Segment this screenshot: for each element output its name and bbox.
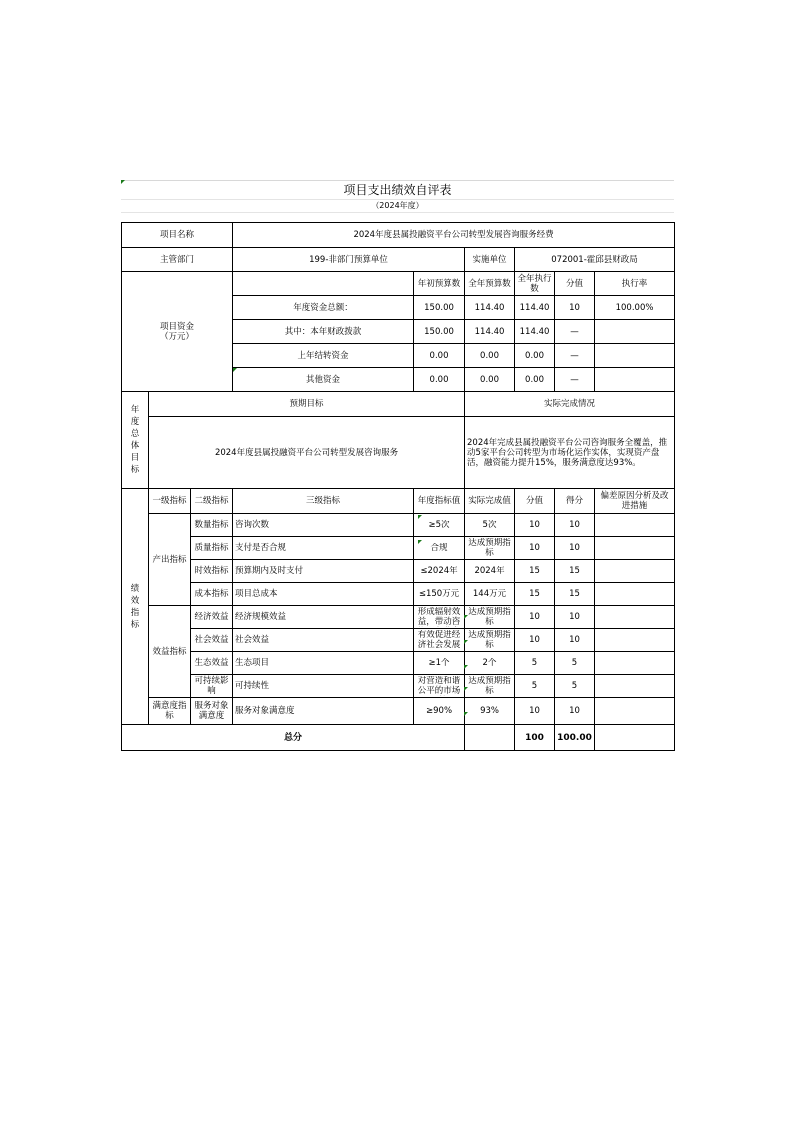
indicator-actual-text: 93%	[480, 706, 499, 716]
indicator-l2: 生态效益	[191, 652, 233, 675]
indicator-got: 10	[555, 514, 595, 537]
indicator-actual	[465, 514, 515, 537]
funds-header-4: 执行率	[595, 272, 675, 296]
indicator-reason	[595, 606, 675, 629]
indicator-got: 10	[555, 537, 595, 560]
total-got: 100.00	[555, 725, 595, 751]
total-row	[122, 725, 675, 751]
indicator-l3: 支付是否合规	[233, 537, 414, 560]
indicator-score: 15	[515, 560, 555, 583]
funds-row-name: 年度资金总额：	[233, 296, 414, 320]
indicator-header-reason: 偏差原因分析及改进措施	[595, 489, 675, 514]
indicator-actual-text: 5次	[482, 520, 497, 530]
funds-label: 项目资金 （万元）	[122, 272, 233, 392]
dept-value: 199-非部门预算单位	[233, 248, 465, 272]
indicator-row	[122, 583, 675, 606]
total-blank	[465, 725, 515, 751]
funds-executed: 0.00	[515, 344, 555, 368]
impl-label: 实施单位	[465, 248, 515, 272]
indicator-target	[414, 698, 465, 725]
indicator-actual-text: 达成预期指标	[468, 538, 511, 558]
funds-annual: 0.00	[465, 344, 515, 368]
indicator-got: 10	[555, 629, 595, 652]
indicator-reason	[595, 675, 675, 698]
funds-row-name: 上年结转资金	[233, 344, 414, 368]
indicator-got: 10	[555, 698, 595, 725]
cell-marker-icon	[464, 665, 468, 669]
indicator-row	[122, 675, 675, 698]
dept-label: 主管部门	[122, 248, 233, 272]
indicator-got: 5	[555, 675, 595, 698]
expected-goal-text: 2024年度县属投融资平台公司转型发展咨询服务	[149, 417, 465, 489]
funds-header-1: 全年预算数	[465, 272, 515, 296]
indicator-header-actual: 实际完成值	[465, 489, 515, 514]
sheet-year: （2024年度）	[121, 199, 674, 213]
indicator-l3: 生态项目	[233, 652, 414, 675]
indicator-l2: 成本指标	[191, 583, 233, 606]
indicator-score: 10	[515, 606, 555, 629]
expected-goal-label: 预期目标	[149, 392, 465, 417]
indicator-score: 15	[515, 583, 555, 606]
indicator-target-text: 合规	[430, 543, 448, 553]
indicator-header-target: 年度指标值	[414, 489, 465, 514]
indicator-l3: 经济规模效益	[233, 606, 414, 629]
indicator-actual	[465, 652, 515, 675]
funds-initial: 0.00	[414, 368, 465, 392]
funds-rate	[595, 320, 675, 344]
indicator-l2: 数量指标	[191, 514, 233, 537]
indicator-header-got: 得分	[555, 489, 595, 514]
indicator-got: 15	[555, 560, 595, 583]
funds-score: 10	[555, 296, 595, 320]
evaluation-table-body	[122, 223, 675, 751]
funds-rate	[595, 344, 675, 368]
funds-rate: 100.00%	[595, 296, 675, 320]
indicator-row	[122, 698, 675, 725]
indicator-reason	[595, 652, 675, 675]
spacer-row	[121, 213, 674, 222]
indicator-target-text: ≤150万元	[418, 589, 460, 599]
cell-marker-icon	[418, 540, 422, 544]
indicator-score: 10	[515, 514, 555, 537]
funds-initial: 150.00	[414, 296, 465, 320]
funds-rate	[595, 368, 675, 392]
indicator-row	[122, 606, 675, 629]
indicators-header-row	[122, 489, 675, 514]
indicator-l2: 时效指标	[191, 560, 233, 583]
funds-executed: 0.00	[515, 368, 555, 392]
indicator-l3: 社会效益	[233, 629, 414, 652]
indicator-l1: 满意度指标	[149, 698, 191, 725]
indicator-actual	[465, 629, 515, 652]
indicator-target-text: ≤2024年	[420, 566, 458, 576]
indicator-target-text: ≥90%	[426, 706, 453, 716]
total-score: 100	[515, 725, 555, 751]
indicator-header-score: 分值	[515, 489, 555, 514]
indicator-got: 10	[555, 606, 595, 629]
cell-marker-icon	[418, 515, 422, 519]
indicator-target	[414, 606, 465, 629]
actual-goal-label: 实际完成情况	[465, 392, 675, 417]
total-label: 总分	[122, 725, 465, 751]
evaluation-table	[121, 222, 675, 751]
funds-score: —	[555, 344, 595, 368]
indicator-l2: 经济效益	[191, 606, 233, 629]
goal-label: 年度总体目标	[122, 392, 149, 489]
indicator-score: 10	[515, 629, 555, 652]
indicator-actual	[465, 583, 515, 606]
cell-marker-icon	[464, 615, 468, 619]
department-row	[122, 248, 675, 272]
sheet-title: 项目支出绩效自评表	[121, 180, 674, 199]
indicator-header-l3: 三级指标	[233, 489, 414, 514]
indicator-actual-text: 144万元	[472, 589, 507, 599]
indicator-l2: 服务对象满意度	[191, 698, 233, 725]
funds-header-2: 全年执行数	[515, 272, 555, 296]
indicator-target	[414, 652, 465, 675]
indicator-reason	[595, 698, 675, 725]
indicator-actual	[465, 537, 515, 560]
funds-score: —	[555, 320, 595, 344]
cell-marker-icon	[233, 368, 237, 372]
impl-value: 072001-霍邱县财政局	[515, 248, 675, 272]
indicator-target	[414, 560, 465, 583]
funds-executed: 114.40	[515, 296, 555, 320]
funds-annual: 114.40	[465, 296, 515, 320]
indicator-target	[414, 675, 465, 698]
project-name-label: 项目名称	[122, 223, 233, 248]
indicator-row	[122, 560, 675, 583]
indicator-l3: 项目总成本	[233, 583, 414, 606]
funds-row-name: 其中：本年财政拨款	[233, 320, 414, 344]
funds-header-3: 分值	[555, 272, 595, 296]
cell-marker-icon	[464, 640, 468, 644]
project-name-value: 2024年度县属投融资平台公司转型发展咨询服务经费	[233, 223, 675, 248]
indicator-target	[414, 629, 465, 652]
performance-evaluation-sheet	[121, 180, 674, 751]
indicator-l3: 服务对象满意度	[233, 698, 414, 725]
indicator-reason	[595, 514, 675, 537]
indicator-actual	[465, 698, 515, 725]
indicator-actual-text: 达成预期指标	[468, 607, 511, 627]
indicator-target-text: 有效促进经济社会发展	[417, 630, 461, 650]
project-name-row	[122, 223, 675, 248]
indicator-l2: 社会效益	[191, 629, 233, 652]
indicator-actual-text: 2个	[482, 658, 497, 668]
indicator-actual	[465, 606, 515, 629]
funds-annual: 114.40	[465, 320, 515, 344]
indicator-reason	[595, 537, 675, 560]
indicator-target-text: ≥1个	[428, 658, 450, 668]
indicator-l1: 效益指标	[149, 606, 191, 698]
funds-executed: 114.40	[515, 320, 555, 344]
indicator-score: 10	[515, 698, 555, 725]
indicator-header-l2: 二级指标	[191, 489, 233, 514]
indicator-l3: 预算期内及时支付	[233, 560, 414, 583]
indicator-l2: 质量指标	[191, 537, 233, 560]
funds-initial: 0.00	[414, 344, 465, 368]
indicators-label: 绩效指标	[122, 489, 149, 725]
indicator-target-text: ≥5次	[428, 520, 450, 530]
goal-content-row	[122, 417, 675, 489]
indicator-got: 15	[555, 583, 595, 606]
indicator-score: 5	[515, 675, 555, 698]
funds-header-0: 年初预算数	[414, 272, 465, 296]
funds-score: —	[555, 368, 595, 392]
total-reason	[595, 725, 675, 751]
cell-marker-icon	[121, 180, 125, 184]
indicator-target-text: 对营造和谐公平的市场	[417, 676, 461, 696]
cell-marker-icon	[464, 712, 468, 716]
funds-row-name: 其他资金	[233, 368, 414, 392]
indicator-got: 5	[555, 652, 595, 675]
indicator-actual	[465, 675, 515, 698]
indicator-reason	[595, 583, 675, 606]
indicator-row	[122, 629, 675, 652]
funds-initial: 150.00	[414, 320, 465, 344]
indicator-score: 5	[515, 652, 555, 675]
cell-marker-icon	[464, 687, 468, 691]
funds-header-blank	[233, 272, 414, 296]
indicator-l2: 可持续影响	[191, 675, 233, 698]
indicator-row	[122, 652, 675, 675]
indicator-actual-text: 达成预期指标	[468, 630, 511, 650]
indicator-row	[122, 514, 675, 537]
indicator-header-l1: 一级指标	[149, 489, 191, 514]
indicator-row	[122, 537, 675, 560]
indicator-actual-text: 2024年	[474, 566, 505, 576]
indicator-l1: 产出指标	[149, 514, 191, 606]
indicator-reason	[595, 560, 675, 583]
indicator-actual-text: 达成预期指标	[468, 676, 511, 696]
indicator-score: 10	[515, 537, 555, 560]
actual-goal-text: 2024年完成县属投融资平台公司咨询服务全覆盖，推动5家平台公司转型为市场化运作实体，实现资产盘活，融资能力提升15%，服务满意度达93%。	[465, 417, 675, 489]
funds-header-row	[122, 272, 675, 296]
indicator-l3: 可持续性	[233, 675, 414, 698]
indicator-reason	[595, 629, 675, 652]
indicator-actual	[465, 560, 515, 583]
funds-annual: 0.00	[465, 368, 515, 392]
indicator-l3: 咨询次数	[233, 514, 414, 537]
indicator-target-text: 形成辐射效益，带动咨	[417, 607, 461, 627]
goal-header-row	[122, 392, 675, 417]
indicator-target	[414, 583, 465, 606]
